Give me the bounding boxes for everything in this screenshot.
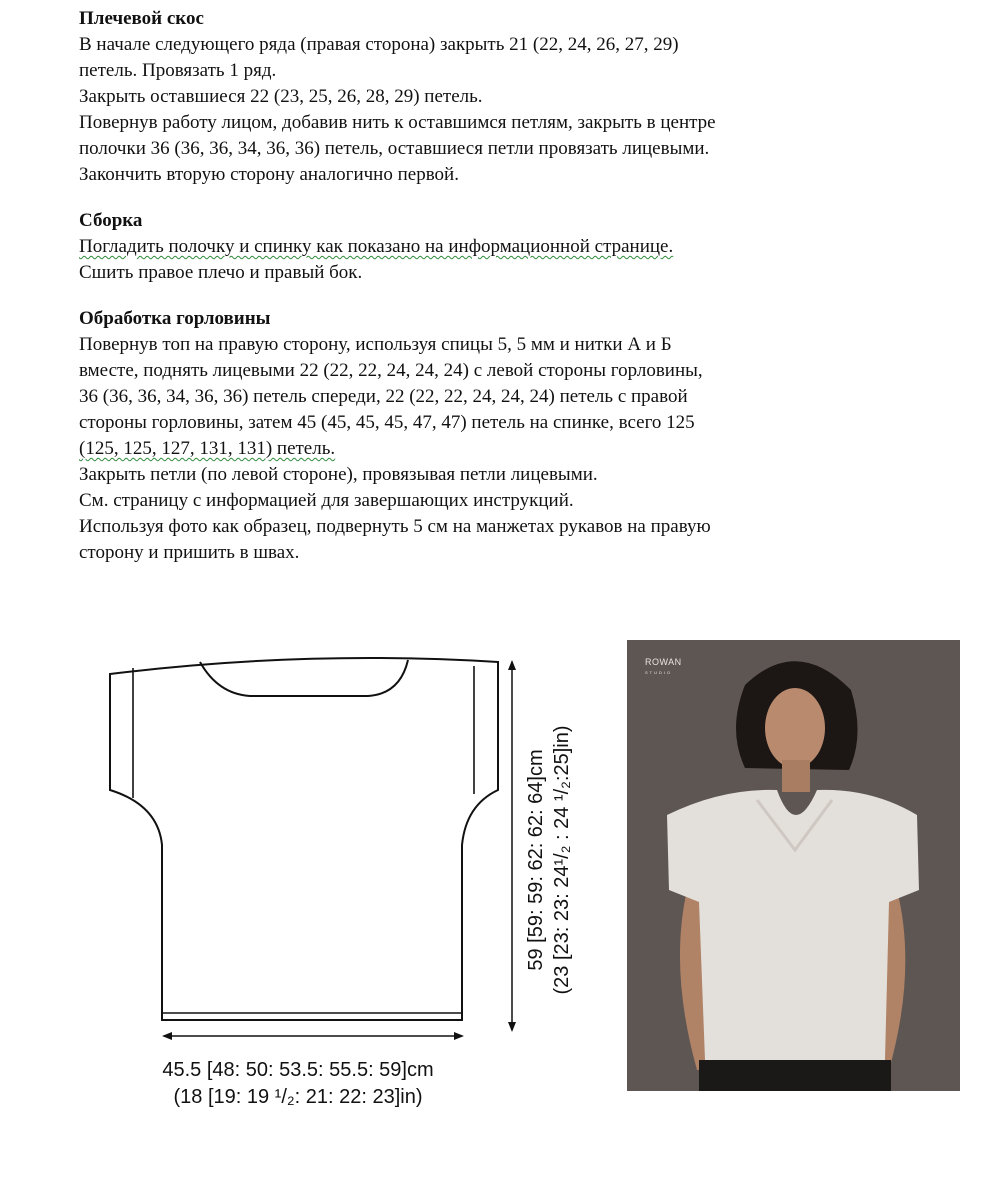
width-in-label: (18 [19: 19 ¹/₂: 21: 22: 23]in) bbox=[173, 1086, 423, 1108]
text-line: полочки 36 (36, 36, 34, 36, 36) петель, оставшиеся петли провязать лицевыми. bbox=[79, 138, 710, 159]
section-assembly bbox=[79, 208, 979, 286]
text-line: Используя фото как образец, подвернуть 5 см на манжетах рукавов на правую bbox=[79, 516, 711, 537]
section-shoulder bbox=[79, 6, 979, 188]
length-in-label: (23 [23: 23: 24¹/₂ : 24 ¹/₂:25]in) bbox=[551, 725, 573, 995]
section-neckline bbox=[79, 306, 979, 566]
text-line: (125, 125, 127, 131, 131) петель. bbox=[79, 438, 336, 459]
heading-shoulder: Плечевой скос bbox=[79, 8, 204, 29]
text-line: Повернув работу лицом, добавив нить к оставшимся петлям, закрыть в центре bbox=[79, 112, 716, 133]
garment-outline bbox=[110, 658, 498, 1020]
arrow-right bbox=[454, 1032, 464, 1040]
text-line: стороны горловины, затем 45 (45, 45, 45, 47, 47) петель на спинке, всего 125 bbox=[79, 412, 695, 433]
text-line: Закончить вторую сторону аналогично первой. bbox=[79, 164, 459, 185]
text-line: сторону и пришить в швах. bbox=[79, 542, 300, 563]
schematic-svg bbox=[100, 640, 590, 1120]
text-line: См. страницу с информацией для завершающих инструкций. bbox=[79, 490, 574, 511]
brand-sub: STUDIO bbox=[645, 670, 673, 675]
text-line: Закрыть оставшиеся 22 (23, 25, 26, 28, 29) петель. bbox=[79, 86, 483, 107]
text-line: В начале следующего ряда (правая сторона) закрыть 21 (22, 24, 26, 27, 29) bbox=[79, 34, 679, 55]
instructions-text bbox=[79, 6, 979, 586]
text-line: Погладить полочку и спинку как показано на информационной странице. bbox=[79, 236, 674, 257]
garment-schematic bbox=[100, 640, 590, 1120]
arrow-bottom bbox=[508, 1022, 516, 1032]
heading-assembly: Сборка bbox=[79, 210, 143, 231]
neckline bbox=[200, 660, 408, 696]
width-cm-label: 45.5 [48: 50: 53.5: 55.5: 59]cm bbox=[162, 1059, 434, 1081]
text-line: Закрыть петли (по левой стороне), провязывая петли лицевыми. bbox=[79, 464, 598, 485]
model-photo bbox=[627, 640, 960, 1091]
heading-neckline: Обработка горловины bbox=[79, 308, 271, 329]
text-line: 36 (36, 36, 34, 36, 36) петель спереди, 22 (22, 22, 24, 24, 24) петель с правой bbox=[79, 386, 688, 407]
text-line: Сшить правое плечо и правый бок. bbox=[79, 262, 363, 283]
text-line: Повернув топ на правую сторону, используя спицы 5, 5 мм и нитки А и Б bbox=[79, 334, 672, 355]
photo-illustration bbox=[627, 640, 960, 1091]
text-line: петель. Провязать 1 ряд. bbox=[79, 60, 277, 81]
brand-logo bbox=[645, 658, 682, 677]
arrow-left bbox=[162, 1032, 172, 1040]
text-line: вместе, поднять лицевыми 22 (22, 22, 24, 24, 24) с левой стороны горловины, bbox=[79, 360, 703, 381]
brand-name: ROWAN bbox=[645, 657, 682, 667]
length-cm-label: 59 [59: 59: 62: 62: 64]cm bbox=[525, 749, 547, 971]
arrow-top bbox=[508, 660, 516, 670]
